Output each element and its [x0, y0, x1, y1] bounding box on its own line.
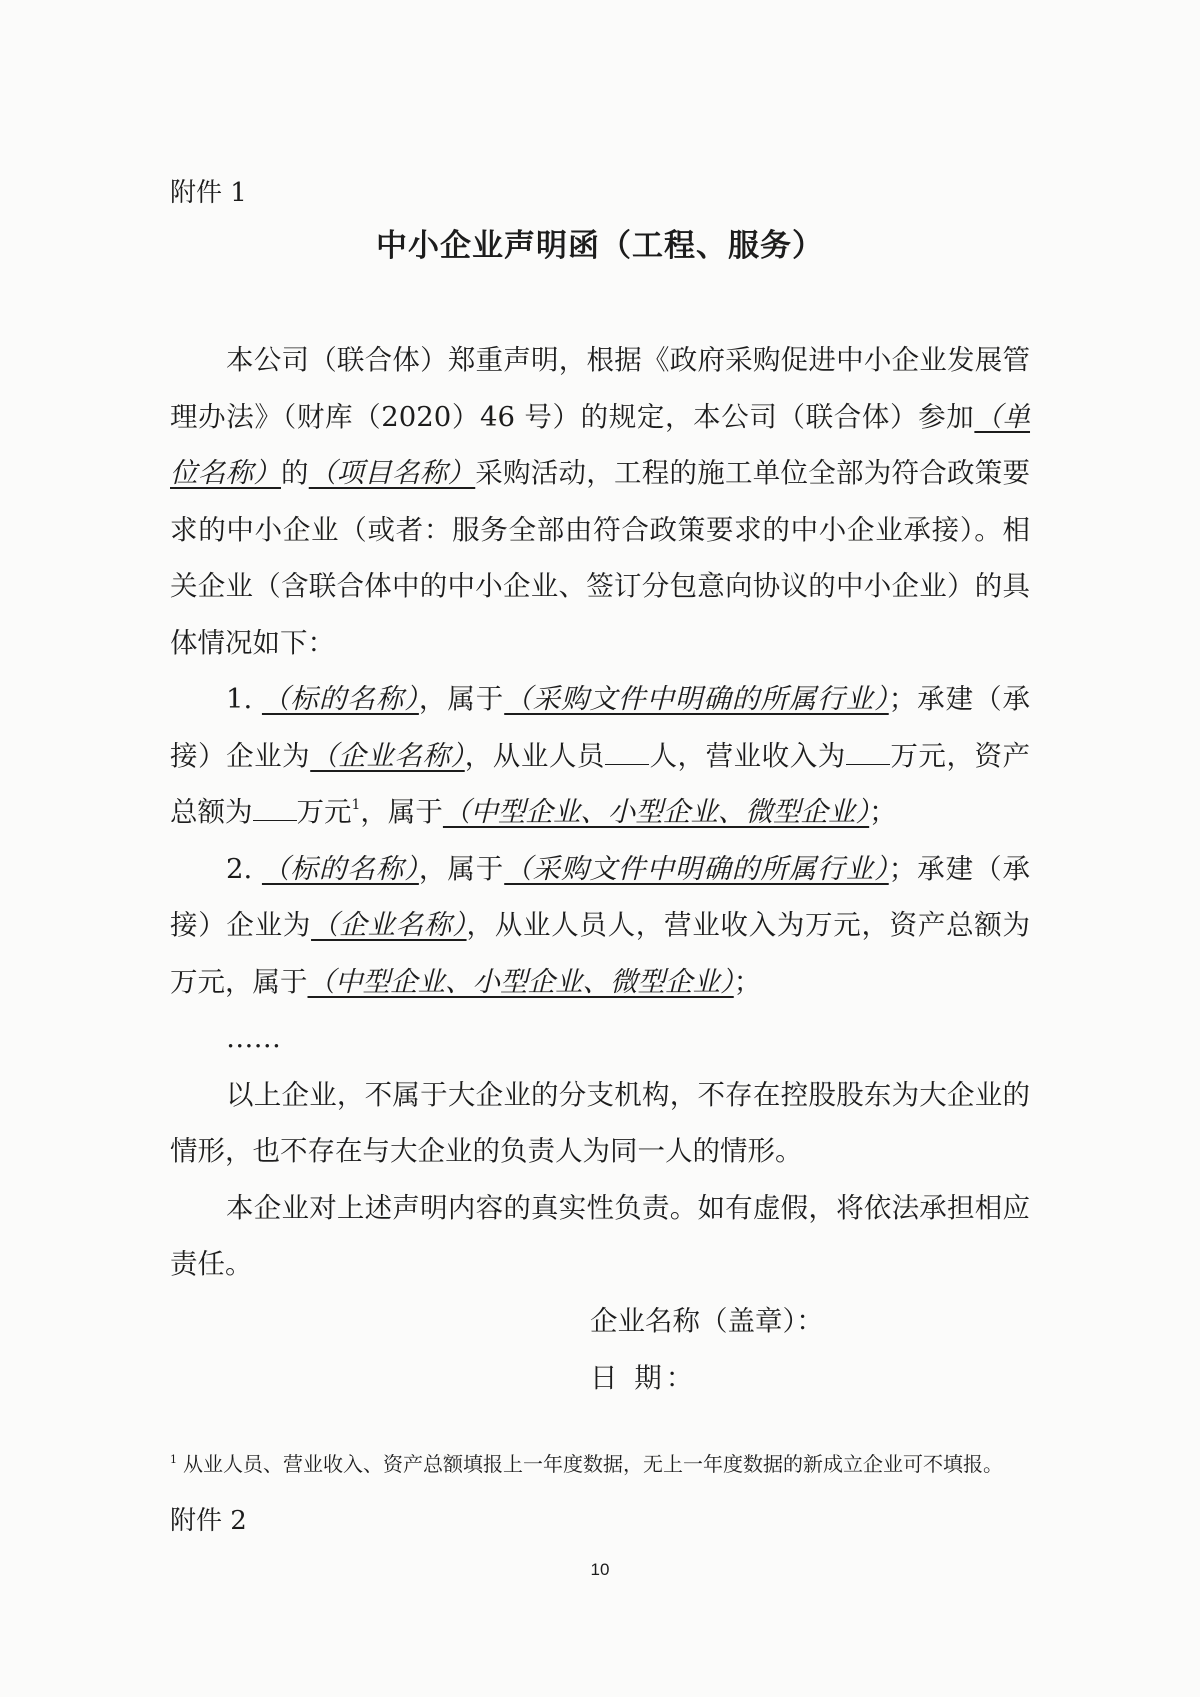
fill-project-name: （项目名称）	[308, 457, 476, 489]
page-number: 10	[590, 1560, 610, 1579]
signature-company-label: 企业名称（盖章）：	[590, 1305, 824, 1337]
fill-unit-name: （单位名称）	[170, 400, 1031, 489]
item-1-text: 万元	[296, 796, 352, 828]
item-1-paragraph	[170, 671, 1030, 841]
intro-text-2: 的	[281, 457, 309, 489]
attachment-2-label: 附件 2	[170, 1506, 247, 1536]
item-2-fill-subject: （标的名称）	[261, 852, 419, 885]
blank-assets	[253, 798, 297, 821]
item-2-fill-company: （企业名称）	[311, 909, 467, 941]
intro-paragraph	[170, 332, 1030, 671]
attachment-label: 附件 1	[170, 178, 247, 208]
item-2-number: 2.	[226, 852, 262, 885]
item-1-text: ，从业人员	[464, 739, 605, 772]
item-1-text: ，属于	[360, 796, 443, 828]
item-2-fill-industry: （采购文件中明确的所属行业）	[504, 852, 889, 885]
intro-text-3: 采购活动，工程的施工单位全部为符合政策要求的中小企业（或者：服务全部由符合政策要求的中小企业承接）。相关企业（含联合体中的中小企业、签订分包意向协议的中小企业）的具体情况如下：	[170, 457, 1030, 659]
item-1-text: 万元，资产总额为	[170, 739, 1031, 828]
not-large-enterprise-paragraph: 以上企业，不属于大企业的分支机构，不存在控股股东为大企业的情形，也不存在与大企业的负责人为同一人的情形。	[170, 1078, 1030, 1167]
item-1-fill-company: （企业名称）	[310, 739, 465, 772]
declaration-body	[170, 332, 1030, 1293]
page-title: 中小企业声明函（工程、服务）	[376, 228, 824, 264]
item-1-fill-subject: （标的名称）	[261, 683, 419, 715]
blank-revenue	[846, 742, 890, 765]
footnote-text: 从业人员、营业收入、资产总额填报上一年度数据，无上一年度数据的新成立企业可不填报。	[183, 1452, 1003, 1476]
item-2-text: ，从业人员人，营业收入为万元，资产总额为万元，属于	[170, 909, 1031, 998]
footnote-mark: 1	[170, 1453, 177, 1466]
item-2-text: ；承建（承接）企业为	[170, 852, 1031, 941]
blank-employees	[605, 742, 649, 765]
item-2-paragraph	[170, 841, 1030, 1011]
item-1-text: ；	[869, 796, 897, 828]
item-2-text: ，属于	[418, 852, 505, 885]
responsibility-paragraph: 本企业对上述声明内容的真实性负责。如有虚假，将依法承担相应责任。	[170, 1191, 1030, 1280]
footnote-ref: 1	[351, 797, 361, 813]
intro-text-1: 本公司（联合体）郑重声明，根据《政府采购促进中小企业发展管理办法》（财库（2020）46 号）的规定，本公司（联合体）参加	[170, 344, 1030, 433]
item-1-fill-size: （中型企业、小型企业、微型企业）	[442, 796, 870, 828]
item-1-text: ，属于	[418, 683, 505, 715]
footnote	[170, 1448, 1003, 1477]
item-1-text: ；承建（承接）企业为	[170, 683, 1031, 772]
item-1-number: 1.	[226, 683, 262, 715]
item-1-fill-industry: （采购文件中明确的所属行业）	[504, 683, 889, 715]
item-2-text: ；	[733, 965, 762, 998]
signature-date-label: 日 期：	[590, 1362, 698, 1394]
ellipsis: ……	[226, 1022, 281, 1054]
item-1-text: 人，营业收入为	[648, 739, 846, 772]
item-2-fill-size: （中型企业、小型企业、微型企业）	[307, 965, 734, 998]
